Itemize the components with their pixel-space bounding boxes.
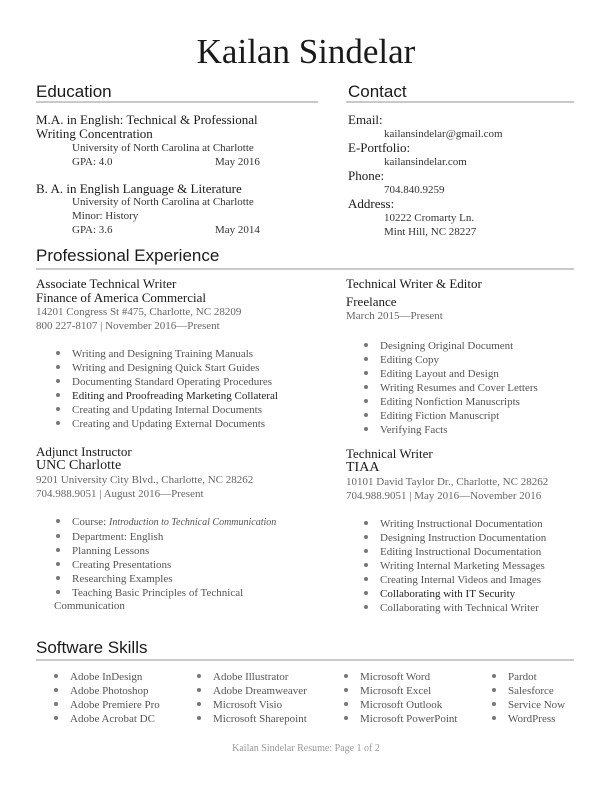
list-item: Designing Instruction Documentation bbox=[364, 531, 546, 545]
list-item: Documenting Standard Operating Procedures bbox=[56, 375, 278, 389]
list-item: Editing Nonfiction Manuscripts bbox=[364, 395, 538, 409]
job3-meta: 704.988.9051 | August 2016—Present bbox=[36, 488, 204, 500]
bullet-dot-icon bbox=[492, 716, 496, 720]
list-item: Adobe Premiere Pro bbox=[54, 698, 160, 712]
bullet-dot-icon bbox=[344, 674, 348, 678]
bullet-dot-icon bbox=[56, 407, 60, 411]
list-item: Adobe Dreamweaver bbox=[197, 684, 307, 698]
list-item: Microsoft Sharepoint bbox=[197, 712, 307, 726]
bullet-dot-icon bbox=[492, 688, 496, 692]
job2-meta: March 2015—Present bbox=[346, 310, 443, 322]
job4-address: 10101 David Taylor Dr., Charlotte, NC 28262 bbox=[346, 476, 549, 488]
bullet-dot-icon bbox=[364, 343, 368, 347]
bullet-dot-icon bbox=[364, 535, 368, 539]
job3-last-bullet-continuation: Communication bbox=[54, 600, 125, 612]
list-item: Creating and Updating Internal Documents bbox=[56, 403, 278, 417]
job3-company: UNC Charlotte bbox=[36, 458, 122, 473]
bullet-dot-icon bbox=[344, 716, 348, 720]
list-item: Service Now bbox=[492, 698, 565, 712]
bullet-dot-icon bbox=[492, 674, 496, 678]
job4-company: TIAA bbox=[346, 460, 380, 475]
experience-divider bbox=[36, 268, 574, 270]
list-item: Microsoft PowerPoint bbox=[344, 712, 457, 726]
list-item: Microsoft Visio bbox=[197, 698, 307, 712]
list-item: Adobe Illustrator bbox=[197, 670, 307, 684]
bullet-dot-icon bbox=[56, 590, 60, 594]
ma-school: University of North Carolina at Charlotte bbox=[72, 142, 254, 154]
list-item: Researching Examples bbox=[56, 572, 306, 586]
job1-company: Finance of America Commercial bbox=[36, 290, 207, 305]
list-item: Editing Layout and Design bbox=[364, 367, 538, 381]
ma-degree-line1: M.A. in English: Technical & Professional bbox=[36, 112, 258, 127]
bullet-dot-icon bbox=[364, 605, 368, 609]
ba-date: May 2014 bbox=[215, 224, 260, 236]
bullet-dot-icon bbox=[54, 716, 58, 720]
portfolio-label: E-Portfolio: bbox=[348, 140, 411, 155]
list-item: Adobe Photoshop bbox=[54, 684, 160, 698]
ma-degree-line2: Writing Concentration bbox=[36, 126, 153, 141]
ba-degree: B. A. in English Language & Literature bbox=[36, 181, 242, 196]
bullet-dot-icon bbox=[197, 688, 201, 692]
bullet-dot-icon bbox=[56, 421, 60, 425]
bullet-dot-icon bbox=[54, 674, 58, 678]
ma-date: May 2016 bbox=[215, 156, 260, 168]
list-item: Writing and Designing Training Manuals bbox=[56, 347, 278, 361]
list-item: Writing Instructional Documentation bbox=[364, 517, 546, 531]
bullet-dot-icon bbox=[197, 702, 201, 706]
address-line1: 10222 Cromarty Ln. bbox=[384, 212, 475, 224]
bullet-dot-icon bbox=[54, 702, 58, 706]
ba-school: University of North Carolina at Charlotte bbox=[72, 196, 254, 208]
resume-name: Kailan Sindelar bbox=[196, 32, 416, 71]
bullet-dot-icon bbox=[364, 371, 368, 375]
job2-company: Freelance bbox=[346, 294, 397, 309]
job1-bullets bbox=[56, 347, 278, 431]
list-item: Editing Fiction Manuscript bbox=[364, 409, 538, 423]
portfolio-value[interactable]: kailansindelar.com bbox=[384, 156, 467, 168]
list-item: Adobe Acrobat DC bbox=[54, 712, 160, 726]
bullet-dot-icon bbox=[364, 413, 368, 417]
job3-address: 9201 University City Blvd., Charlotte, NC 28262 bbox=[36, 474, 254, 486]
list-item: Writing Resumes and Cover Letters bbox=[364, 381, 538, 395]
list-item: Pardot bbox=[492, 670, 565, 684]
job4-title: Technical Writer bbox=[346, 446, 433, 461]
contact-heading: Contact bbox=[348, 82, 407, 101]
bullet-dot-icon bbox=[56, 519, 60, 523]
list-item: Planning Lessons bbox=[56, 544, 306, 558]
bullet-dot-icon bbox=[492, 702, 496, 706]
ba-minor: Minor: History bbox=[72, 210, 139, 222]
list-item: Editing Copy bbox=[364, 353, 538, 367]
bullet-dot-icon bbox=[56, 548, 60, 552]
bullet-dot-icon bbox=[56, 379, 60, 383]
skills-column-2 bbox=[197, 670, 307, 726]
list-item: Creating Internal Videos and Images bbox=[364, 573, 546, 587]
list-item: Microsoft Word bbox=[344, 670, 457, 684]
ma-gpa: GPA: 4.0 bbox=[72, 156, 113, 168]
bullet-dot-icon bbox=[364, 385, 368, 389]
list-item: Collaborating with IT Security bbox=[364, 587, 546, 601]
list-item: Verifying Facts bbox=[364, 423, 538, 437]
skills-divider bbox=[36, 659, 574, 661]
bullet-dot-icon bbox=[364, 577, 368, 581]
list-item: WordPress bbox=[492, 712, 565, 726]
bullet-dot-icon bbox=[364, 591, 368, 595]
list-item: Salesforce bbox=[492, 684, 565, 698]
bullet-dot-icon bbox=[344, 688, 348, 692]
phone-label: Phone: bbox=[348, 168, 385, 183]
phone-value: 704.840.9259 bbox=[384, 184, 445, 196]
ba-gpa: GPA: 3.6 bbox=[72, 224, 113, 236]
list-item: Creating Presentations bbox=[56, 558, 306, 572]
list-item: Adobe InDesign bbox=[54, 670, 160, 684]
list-item: Microsoft Outlook bbox=[344, 698, 457, 712]
list-item: Department: English bbox=[56, 530, 306, 544]
education-heading: Education bbox=[36, 82, 112, 101]
job3-title: Adjunct Instructor bbox=[36, 444, 132, 459]
bullet-dot-icon bbox=[56, 576, 60, 580]
job2-title: Technical Writer & Editor bbox=[346, 276, 482, 291]
job4-bullets bbox=[364, 517, 546, 615]
job1-meta: 800 227-8107 | November 2016—Present bbox=[36, 320, 220, 332]
education-divider bbox=[36, 101, 318, 103]
bullet-dot-icon bbox=[56, 534, 60, 538]
list-item: Course: Introduction to Technical Communication bbox=[56, 515, 306, 530]
bullet-dot-icon bbox=[364, 427, 368, 431]
bullet-dot-icon bbox=[364, 563, 368, 567]
list-item: Writing and Designing Quick Start Guides bbox=[56, 361, 278, 375]
skills-heading: Software Skills bbox=[36, 638, 148, 657]
bullet-dot-icon bbox=[197, 716, 201, 720]
email-label: Email: bbox=[348, 112, 383, 127]
course-name: Introduction to Technical Communication bbox=[108, 517, 277, 528]
bullet-dot-icon bbox=[56, 562, 60, 566]
address-line2: Mint Hill, NC 28227 bbox=[384, 226, 477, 238]
bullet-dot-icon bbox=[56, 365, 60, 369]
job1-address: 14201 Congress St #475, Charlotte, NC 28209 bbox=[36, 306, 242, 318]
experience-heading: Professional Experience bbox=[36, 246, 220, 265]
list-item: Teaching Basic Principles of Technical bbox=[56, 586, 306, 600]
bullet-dot-icon bbox=[364, 399, 368, 403]
job4-meta: 704.988.9051 | May 2016—November 2016 bbox=[346, 490, 542, 502]
contact-divider bbox=[346, 101, 574, 103]
bullet-dot-icon bbox=[56, 393, 60, 397]
skills-column-4 bbox=[492, 670, 565, 726]
skills-column-3 bbox=[344, 670, 457, 726]
list-item: Creating and Updating External Documents bbox=[56, 417, 278, 431]
page-footer: Kailan Sindelar Resume: Page 1 of 2 bbox=[232, 743, 380, 754]
job1-title: Associate Technical Writer bbox=[36, 276, 177, 291]
list-item: Editing and Proofreading Marketing Collateral bbox=[56, 389, 278, 403]
list-item: Editing Instructional Documentation bbox=[364, 545, 546, 559]
address-label: Address: bbox=[348, 196, 395, 211]
bullet-dot-icon bbox=[364, 357, 368, 361]
skills-column-1 bbox=[54, 670, 160, 726]
list-item: Collaborating with Technical Writer bbox=[364, 601, 546, 615]
list-item: Writing Internal Marketing Messages bbox=[364, 559, 546, 573]
job3-bullets bbox=[56, 515, 306, 600]
bullet-dot-icon bbox=[364, 521, 368, 525]
bullet-dot-icon bbox=[364, 549, 368, 553]
bullet-dot-icon bbox=[344, 702, 348, 706]
bullet-dot-icon bbox=[54, 688, 58, 692]
list-item: Designing Original Document bbox=[364, 339, 538, 353]
job2-bullets bbox=[364, 339, 538, 437]
email-value[interactable]: kailansindelar@gmail.com bbox=[384, 128, 503, 140]
bullet-dot-icon bbox=[56, 351, 60, 355]
list-item: Microsoft Excel bbox=[344, 684, 457, 698]
bullet-dot-icon bbox=[197, 674, 201, 678]
